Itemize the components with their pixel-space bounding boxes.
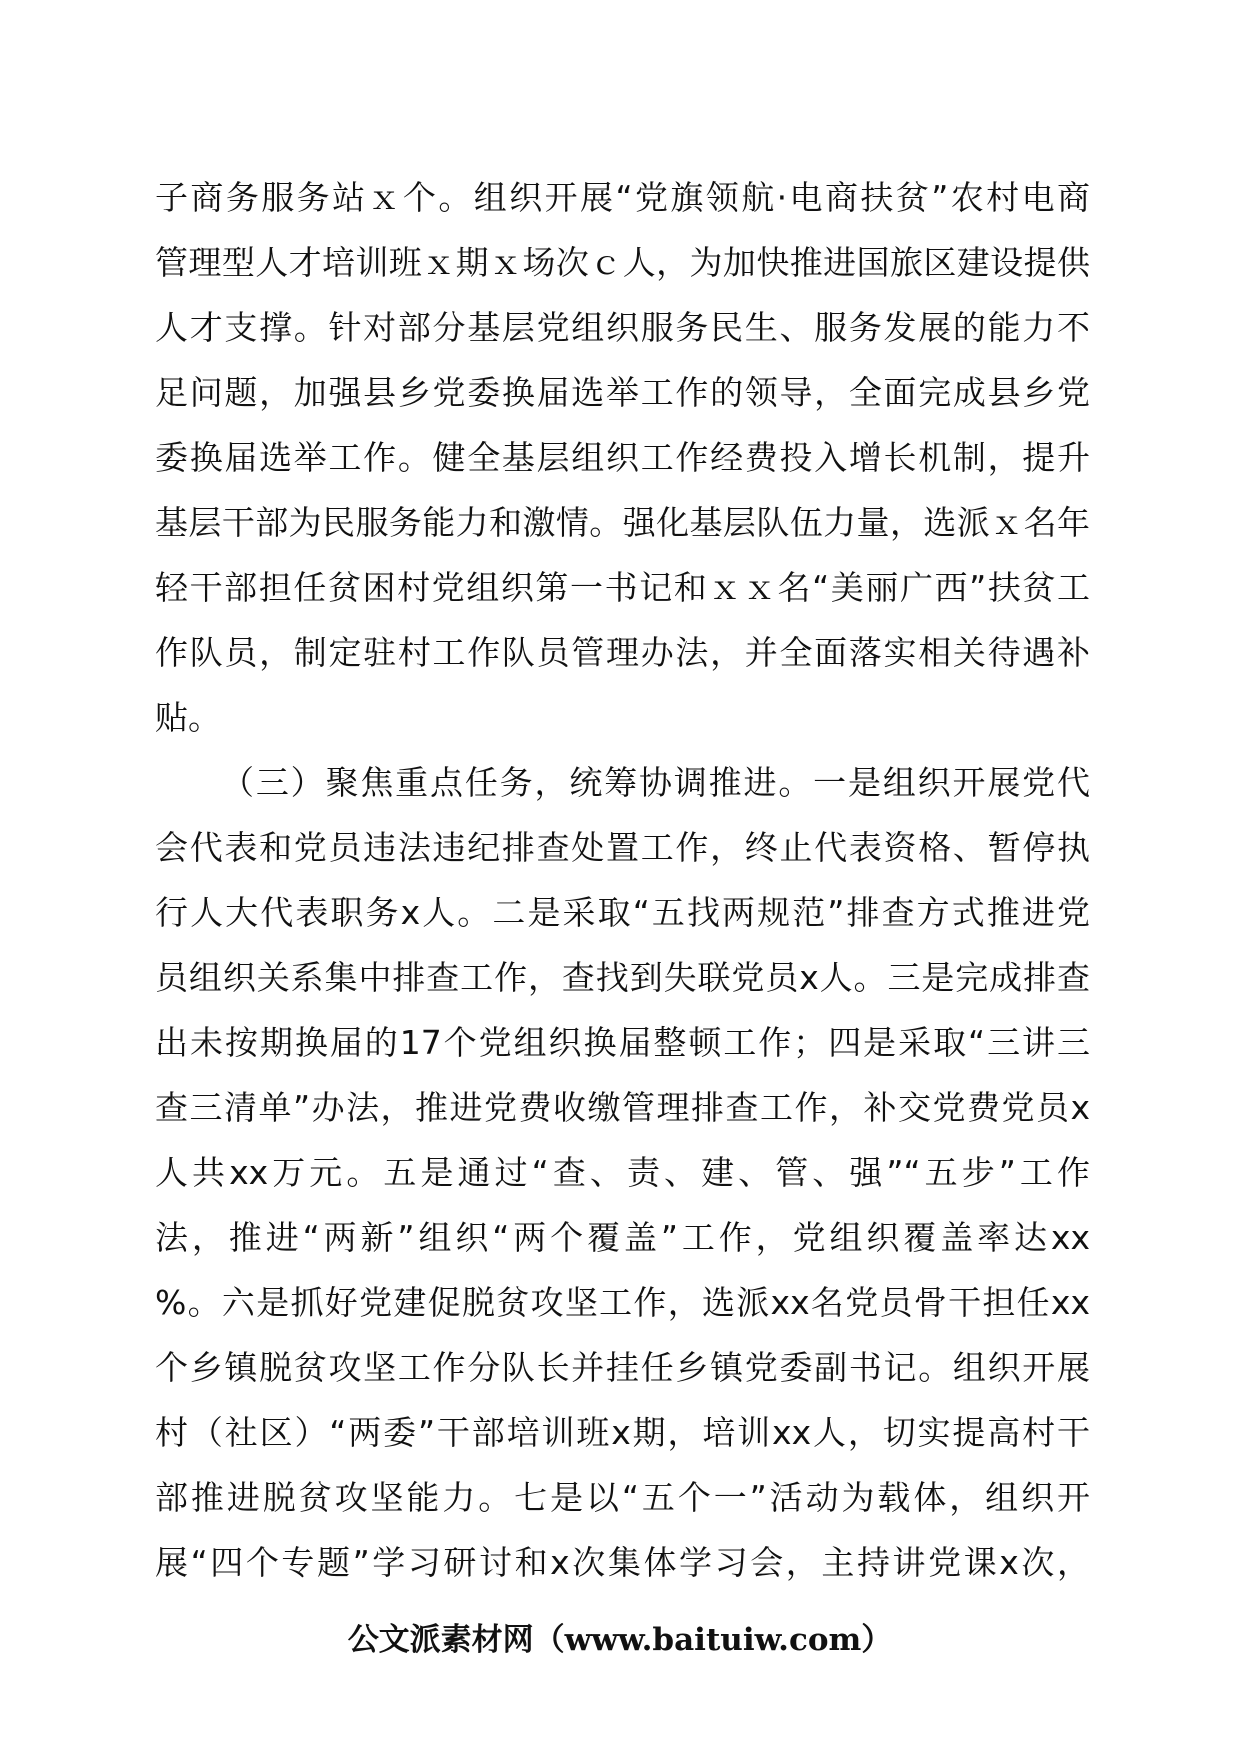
paragraph-2-line-11: 村（社区）“两委”干部培训班x期，培训xx人，切实提高村干 — [155, 1413, 1090, 1452]
paragraph-2-line-3: 行人大代表职务x人。二是采取“五找两规范”排查方式推进党 — [155, 893, 1090, 932]
paragraph-2-line-12: 部推进脱贫攻坚能力。七是以“五个一”活动为载体，组织开 — [155, 1478, 1090, 1517]
website-footer: 公文派素材网（www.baituiw.com） — [347, 1622, 893, 1658]
paragraph-1-line-5: 委换届选举工作。健全基层组织工作经费投入增长机制，提升 — [155, 438, 1090, 477]
paragraph-2-line-10: 个乡镇脱贫攻坚工作分队长并挂任乡镇党委副书记。组织开展 — [155, 1348, 1090, 1387]
paragraph-1-line-2: 管理型人才培训班ｘ期ｘ场次ｃ人，为加快推进国旅区建设提供 — [155, 243, 1090, 282]
paragraph-1-line-9: 贴。 — [155, 698, 221, 737]
paragraph-2-line-4: 员组织关系集中排查工作，查找到失联党员x人。三是完成排查 — [155, 958, 1090, 997]
paragraph-2-line-6: 查三清单”办法，推进党费收缴管理排查工作，补交党费党员x — [155, 1088, 1090, 1127]
document-body — [155, 165, 1090, 1595]
paragraph-1-line-6: 基层干部为民服务能力和激情。强化基层队伍力量，选派ｘ名年 — [155, 503, 1090, 542]
paragraph-1-line-8: 作队员，制定驻村工作队员管理办法，并全面落实相关待遇补 — [155, 633, 1090, 672]
paragraph-1-line-4: 足问题，加强县乡党委换届选举工作的领导，全面完成县乡党 — [155, 373, 1090, 412]
paragraph-2-line-5: 出未按期换届的17个党组织换届整顿工作；四是采取“三讲三 — [155, 1023, 1090, 1062]
paragraph-1-line-7: 轻干部担任贫困村党组织第一书记和ｘｘ名“美丽广西”扶贫工 — [155, 568, 1090, 607]
paragraph-2-line-7: 人共xx万元。五是通过“查、责、建、管、强”“五步”工作 — [155, 1153, 1090, 1192]
paragraph-2-line-1: （三）聚焦重点任务，统筹协调推进。一是组织开展党代 — [221, 763, 1090, 802]
paragraph-1-line-3: 人才支撑。针对部分基层党组织服务民生、服务发展的能力不 — [155, 308, 1090, 347]
paragraph-2-line-9: %。六是抓好党建促脱贫攻坚工作，选派xx名党员骨干担任xx — [155, 1283, 1090, 1322]
paragraph-2-line-8: 法，推进“两新”组织“两个覆盖”工作，党组织覆盖率达xx — [155, 1218, 1090, 1257]
paragraph-2-line-13: 展“四个专题”学习研讨和x次集体学习会，主持讲党课x次， — [155, 1543, 1090, 1582]
paragraph-1-line-1: 子商务服务站ｘ个。组织开展“党旗领航·电商扶贫”农村电商 — [155, 178, 1090, 217]
paragraph-2-line-2: 会代表和党员违法违纪排查处置工作，终止代表资格、暂停执 — [155, 828, 1090, 867]
